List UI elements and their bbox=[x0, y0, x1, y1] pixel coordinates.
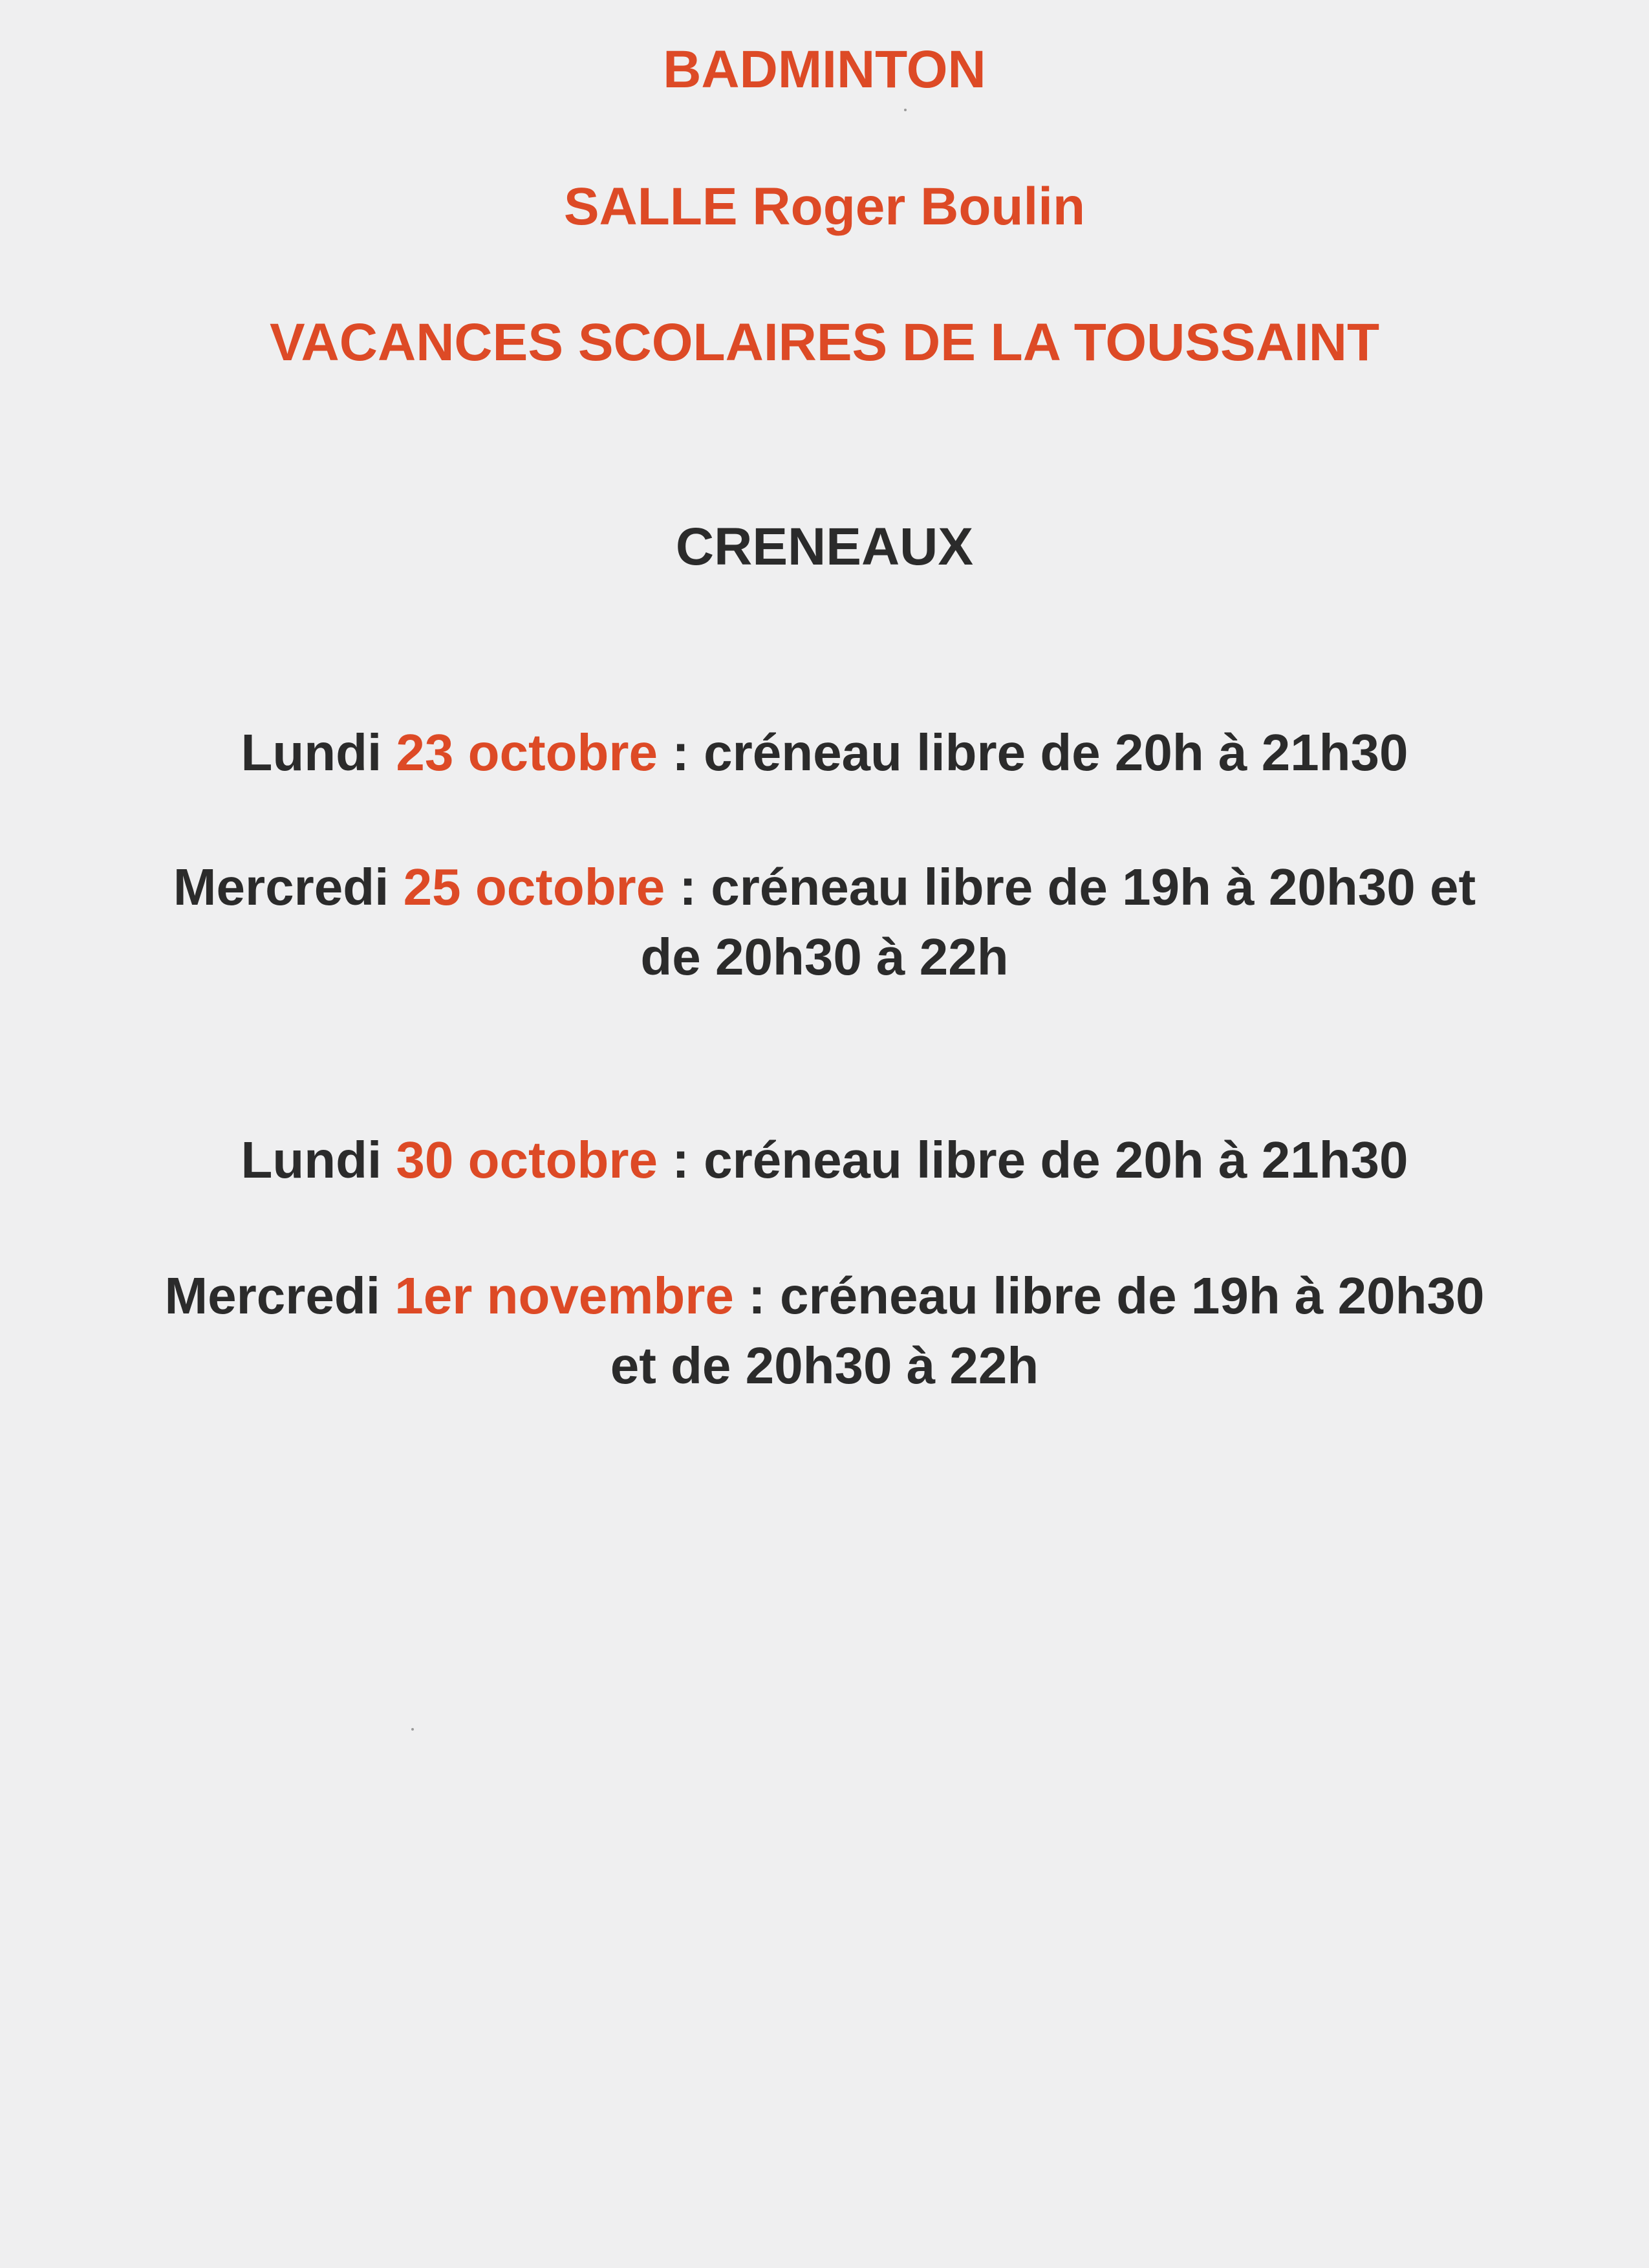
slot-item bbox=[0, 1261, 1649, 1331]
slot-item bbox=[0, 718, 1649, 788]
slot-date: 25 octobre bbox=[403, 858, 665, 916]
slot-day: Mercredi bbox=[164, 1267, 380, 1324]
slot-time: : créneau libre de 19h à 20h30 bbox=[733, 1267, 1485, 1324]
slot-date: 23 octobre bbox=[396, 724, 658, 781]
section-heading: CRENEAUX bbox=[675, 517, 974, 576]
slot-time-continuation: de 20h30 à 22h bbox=[640, 928, 1009, 986]
slot-day: Mercredi bbox=[173, 858, 389, 916]
slot-time: : créneau libre de 19h à 20h30 et bbox=[665, 858, 1476, 916]
slot-date: 30 octobre bbox=[396, 1131, 658, 1189]
scan-speck bbox=[411, 1728, 414, 1731]
document-title: BADMINTON bbox=[663, 40, 986, 99]
venue-name: SALLE Roger Boulin bbox=[563, 177, 1086, 236]
slot-item bbox=[0, 852, 1649, 922]
slot-date: 1er novembre bbox=[394, 1267, 734, 1324]
slot-time: : créneau libre de 20h à 21h30 bbox=[657, 1131, 1408, 1189]
slot-day: Lundi bbox=[241, 1131, 382, 1189]
scan-speck bbox=[904, 109, 907, 111]
slot-item bbox=[0, 1125, 1649, 1195]
holiday-period: VACANCES SCOLAIRES DE LA TOUSSAINT bbox=[269, 313, 1380, 372]
slot-day: Lundi bbox=[241, 724, 382, 781]
slot-time-continuation: et de 20h30 à 22h bbox=[610, 1337, 1039, 1394]
slot-time: : créneau libre de 20h à 21h30 bbox=[657, 724, 1408, 781]
